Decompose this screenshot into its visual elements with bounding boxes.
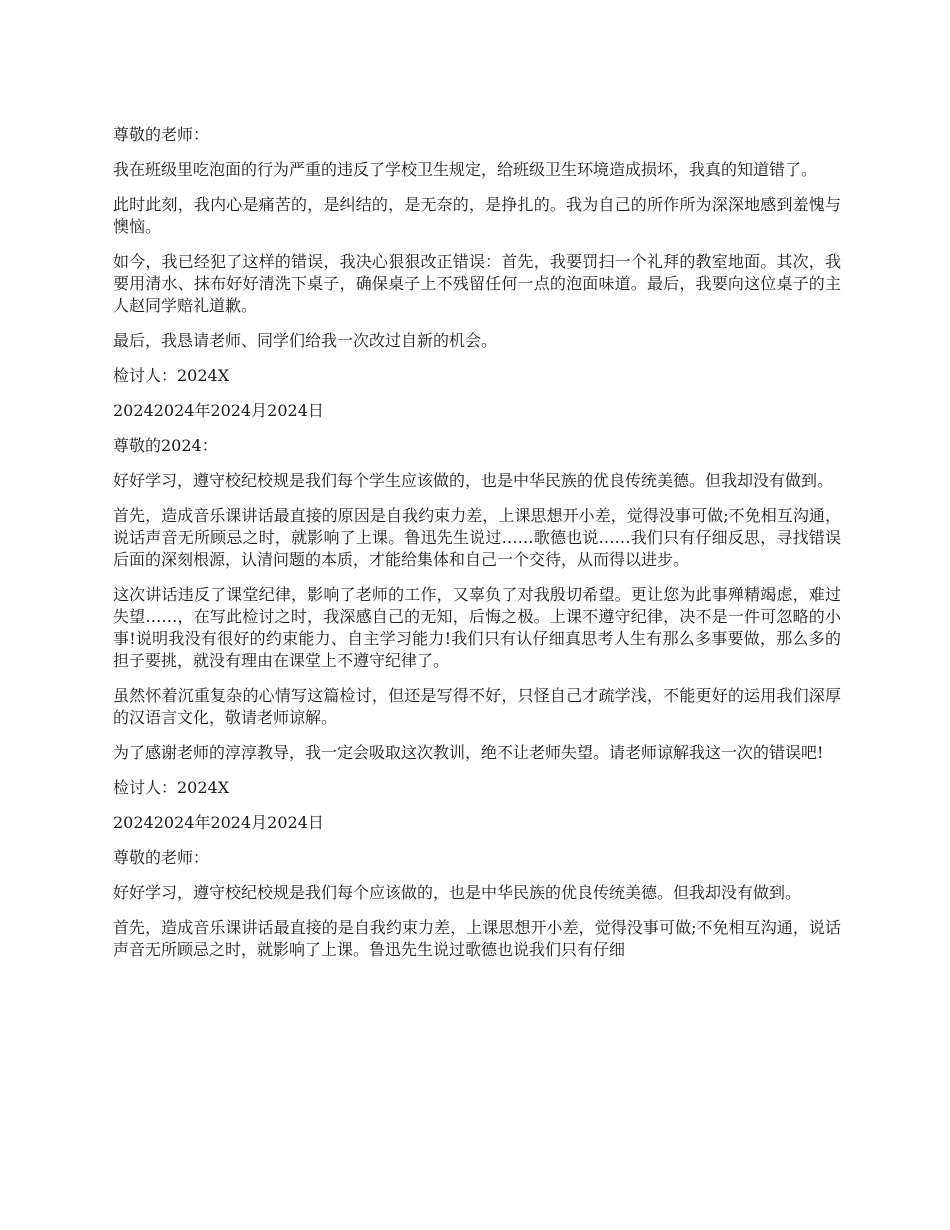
salutation: 尊敬的老师：: [113, 848, 210, 867]
signature-line: 检讨人：2024X: [113, 778, 230, 797]
date-line: 20242024年2024月2024日: [113, 813, 324, 832]
paragraph: 此时此刻，我内心是痛苦的，是纠结的，是无奈的，是挣扎的。我为自己的所作所为深深地感到羞愧与懊恼。: [113, 195, 841, 236]
signature-line: 检讨人：2024X: [113, 366, 230, 385]
salutation: 尊敬的老师：: [113, 125, 210, 144]
document-body: [113, 124, 841, 974]
paragraph: 为了感谢老师的淳淳教导，我一定会吸取这次教训，绝不让老师失望。请老师谅解我这一次的错误吧!: [113, 743, 824, 762]
paragraph: 我在班级里吃泡面的行为严重的违反了学校卫生规定，给班级卫生环境造成损坏，我真的知道错了。: [113, 160, 818, 179]
paragraph: 首先，造成音乐课讲话最直接的是自我约束力差，上课思想开小差，觉得没事可做;不免相互沟通，说话声音无所顾忌之时，就影响了上课。鲁迅先生说过歌德也说我们只有仔细: [113, 918, 841, 959]
paragraph: 好好学习，遵守校纪校规是我们每个应该做的，也是中华民族的优良传统美德。但我却没有做到。: [113, 883, 802, 902]
paragraph: 首先，造成音乐课讲话最直接的原因是自我约束力差，上课思想开小差，觉得没事可做;不免相互沟通，说话声音无所顾忌之时，就影响了上课。鲁迅先生说过……歌德也说……我们只有仔细反思，寻找错误后面的深刻根源，认清问题的本质，才能给集体和自己一个交待，从而得以进步。: [113, 506, 841, 569]
paragraph: 最后，我恳请老师、同学们给我一次改过自新的机会。: [113, 331, 498, 350]
paragraph: 如今，我已经犯了这样的错误，我决心狠狠改正错误：首先，我要罚扫一个礼拜的教室地面。其次，我要用清水、抹布好好清洗下桌子，确保桌子上不残留任何一点的泡面味道。最后，我要向这位桌子的主人赵同学赔礼道歉。: [113, 252, 841, 315]
date-line: 20242024年2024月2024日: [113, 401, 324, 420]
salutation: 尊敬的2024：: [113, 436, 218, 455]
paragraph: 虽然怀着沉重复杂的心情写这篇检讨，但还是写得不好，只怪自己才疏学浅，不能更好的运用我们深厚的汉语言文化，敬请老师谅解。: [113, 686, 841, 727]
paragraph: 好好学习，遵守校纪校规是我们每个学生应该做的，也是中华民族的优良传统美德。但我却没有做到。: [113, 471, 834, 490]
paragraph: 这次讲话违反了课堂纪律，影响了老师的工作，又辜负了对我殷切希望。更让您为此事殚精竭虑，难过失望……，在写此检讨之时，我深感自己的无知，后悔之极。上课不遵守纪律，决不是一件可忽略的小事!说明我没有很好的约束能力、自主学习能力!我们只有认仔细真思考人生有那么多事要做，那么多的担子要挑，就没有理由在课堂上不遵守纪律了。: [113, 585, 841, 670]
